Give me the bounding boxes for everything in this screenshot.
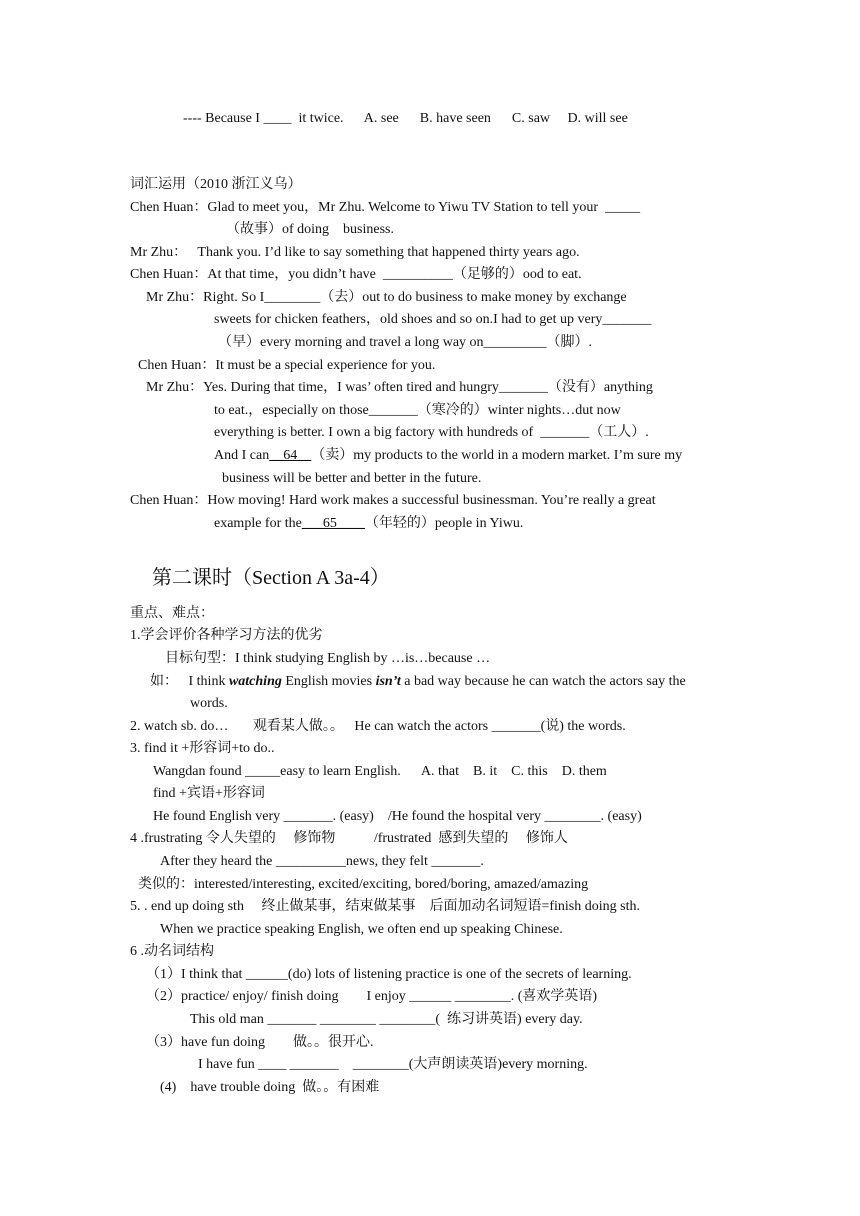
note-line: （1）I think that ______(do) lots of listening practice is one of the secrets of learning. xyxy=(146,967,632,982)
blank-65: ___65____ xyxy=(301,516,365,531)
note-line: （2）practice/ enjoy/ finish doing I enjoy ______ ________. (喜欢学英语) xyxy=(146,989,598,1004)
note-line: 如： I think watching English movies isn’t a bad way because he can watch the actors say the xyxy=(150,674,686,689)
dialogue-line: （早）every morning and travel a long way on_________（脚）. xyxy=(218,335,593,350)
note-line: find +宾语+形容词 xyxy=(153,786,265,801)
note-line: 4 .frustrating 令人失望的 修饰物 /frustrated 感到失望的 修饰人 xyxy=(130,831,568,846)
dialogue-line: Mr Zhu：Right. So I________（去）out to do business to make money by exchange xyxy=(146,290,627,305)
note-line: 1.学会评价各种学习方法的优劣 xyxy=(130,628,323,643)
key-points-label: 重点、难点： xyxy=(130,606,214,621)
note-line: After they heard the __________news, they felt _______. xyxy=(160,854,484,869)
note-line: I have fun ____ _______ ________(大声朗读英语)every morning. xyxy=(198,1057,588,1072)
note-line: When we practice speaking English, we often end up speaking Chinese. xyxy=(160,922,563,937)
dialogue-line: Chen Huan：It must be a special experience for you. xyxy=(138,358,436,373)
note-line: 目标句型：I think studying English by …is…because … xyxy=(165,651,491,666)
note-line: （3）have fun doing 做。。很开心. xyxy=(146,1035,374,1050)
note-line: This old man _______ ________ ________( 练习讲英语) every day. xyxy=(190,1012,583,1027)
section-heading-vocab: 词汇运用（2010 浙江义乌） xyxy=(130,177,302,192)
dialogue-line: Chen Huan：How moving! Hard work makes a successful businessman. You’re really a great xyxy=(130,493,656,508)
dialogue-line: And I can__64__（卖）my products to the world in a modern market. I’m sure my xyxy=(214,448,683,463)
question-line: ---- Because I ____ it twice. A. see B. have seen C. saw D. will see xyxy=(183,111,628,126)
dialogue-line: Mr Zhu：Yes. During that time，I was’ often tired and hungry_______（没有）anything xyxy=(146,380,653,395)
dialogue-line: （故事）of doing business. xyxy=(226,222,394,237)
note-line: Wangdan found _____easy to learn English. A. that B. it C. this D. them xyxy=(153,764,607,779)
dialogue-line: Mr Zhu： Thank you. I’d like to say something that happened thirty years ago. xyxy=(130,245,580,260)
note-line: 2. watch sb. do… 观看某人做。。 He can watch the actors _______(说) the words. xyxy=(130,719,626,734)
note-line: 类似的：interested/interesting, excited/exciting, bored/boring, amazed/amazing xyxy=(138,877,589,892)
note-line: words. xyxy=(190,696,228,711)
dialogue-line: Chen Huan：Glad to meet you，Mr Zhu. Welcome to Yiwu TV Station to tell your _____ xyxy=(130,200,641,215)
dialogue-line: business will be better and better in the future. xyxy=(222,471,482,486)
dialogue-line: Chen Huan：At that time，you didn’t have __________（足够的）ood to eat. xyxy=(130,267,582,282)
note-line: 5. . end up doing sth 终止做某事，结束做某事 后面加动名词短语=finish doing sth. xyxy=(130,899,640,914)
note-line: 3. find it +形容词+to do.. xyxy=(130,741,275,756)
dialogue-line: example for the___65____（年轻的）people in Yiwu. xyxy=(214,516,524,531)
dialogue-line: sweets for chicken feathers，old shoes and so on.I had to get up very_______ xyxy=(214,312,652,327)
note-line: He found English very _______. (easy) /He found the hospital very ________. (easy) xyxy=(153,809,642,824)
dialogue-line: everything is better. I own a big factory with hundreds of _______（工人）. xyxy=(214,425,649,440)
lesson-heading: 第二课时（Section A 3a-4） xyxy=(152,567,390,589)
dialogue-line: to eat.，especially on those_______（寒冷的）winter nights…dut now xyxy=(214,403,621,418)
blank-64: __64__ xyxy=(269,448,312,463)
note-line: 6 .动名词结构 xyxy=(130,944,214,959)
note-line: (4) have trouble doing 做。。有困难 xyxy=(160,1080,380,1095)
